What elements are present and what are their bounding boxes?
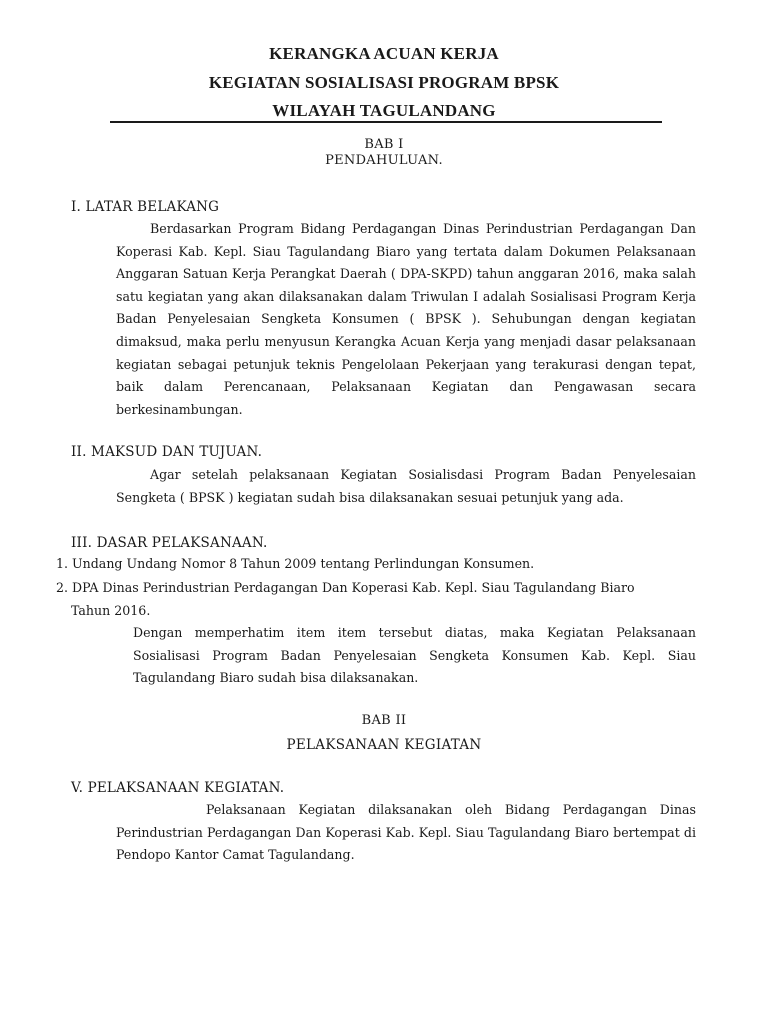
section-pelaksanaan-text: Pelaksanaan Kegiatan dilaksanakan oleh Bidang Perdagangan Dinas Perindustrian Perdagangan Dan Koperasi Kab. Kepl. Siau Tagulandang Biaro bertempat di Pendopo Kantor Camat Tagulandang. — [116, 802, 696, 863]
section-maksud-text: Agar setelah pelaksanaan Kegiatan Sosialisdasi Program Badan Penyelesaian Sengketa ( BPSK ) kegiatan sudah bisa dilaksanakan sesuai petunjuk yang ada. — [116, 467, 696, 505]
doc-title-line2: KEGIATAN SOSIALISASI PROGRAM BPSK — [208, 73, 560, 92]
doc-title-line3: WILAYAH TAGULANDANG — [272, 101, 496, 120]
doc-title-line1: KERANGKA ACUAN KERJA — [269, 44, 499, 63]
dasar-list-item-1: 1. Undang Undang Nomor 8 Tahun 2009 tentang Perlindungan Konsumen. — [56, 556, 535, 571]
chapter-2-title: PELAKSANAAN KEGIATAN — [286, 737, 482, 753]
section-maksud-heading: II. MAKSUD DAN TUJUAN. — [71, 444, 263, 460]
section-latar-belakang-text: Berdasarkan Program Bidang Perdagangan Dinas Perindustrian Perdagangan Dan Koperasi Kab. Kepl. Siau Tagulandang Biaro yang tertata dalam Dokumen Pelaksanaan Anggaran Satuan Kerja Perangkat Daerah ( DPA-SKPD) tahun anggaran 2016, maka salah satu kegiatan yang akan dilaksanakan dalam Triwulan I adalah Sosialisasi Program Kerja Badan Penyelesaian Sengketa Konsumen ( BPSK ). Sehubungan dengan kegiatan dimaksud, maka perlu menyusun Kerangka Acuan Kerja yang menjadi dasar pelaksanaan kegiatan sebagai petunjuk teknis Pengelolaan Pekerjaan yang terakurasi dengan tepat, baik dalam Perencanaan, Pelaksanaan Kegiatan dan Pengawasan secara berkesinambungan. — [116, 221, 696, 417]
dasar-list-item-2-continuation: Tahun 2016. — [71, 603, 151, 618]
section-dasar-text: Dengan memperhatim item item tersebut diatas, maka Kegiatan Pelaksanaan Sosialisasi Program Badan Penyelesaian Sengketa Konsumen Kab. Kepl. Siau Tagulandang Biaro sudah bisa dilaksanakan. — [133, 625, 696, 686]
chapter-1-title: PENDAHULUAN. — [325, 153, 443, 168]
section-latar-belakang-heading: I. LATAR BELAKANG — [71, 199, 220, 215]
chapter-2-label: BAB II — [361, 713, 407, 728]
chapter-1-label: BAB I — [364, 137, 404, 152]
dasar-list-item-2: 2. DPA Dinas Perindustrian Perdagangan Dan Koperasi Kab. Kepl. Siau Tagulandang Biaro — [56, 580, 635, 595]
title-underline — [110, 121, 662, 123]
section-pelaksanaan-heading: V. PELAKSANAAN KEGIATAN. — [71, 780, 285, 796]
section-dasar-heading: III. DASAR PELAKSANAAN. — [71, 535, 268, 551]
